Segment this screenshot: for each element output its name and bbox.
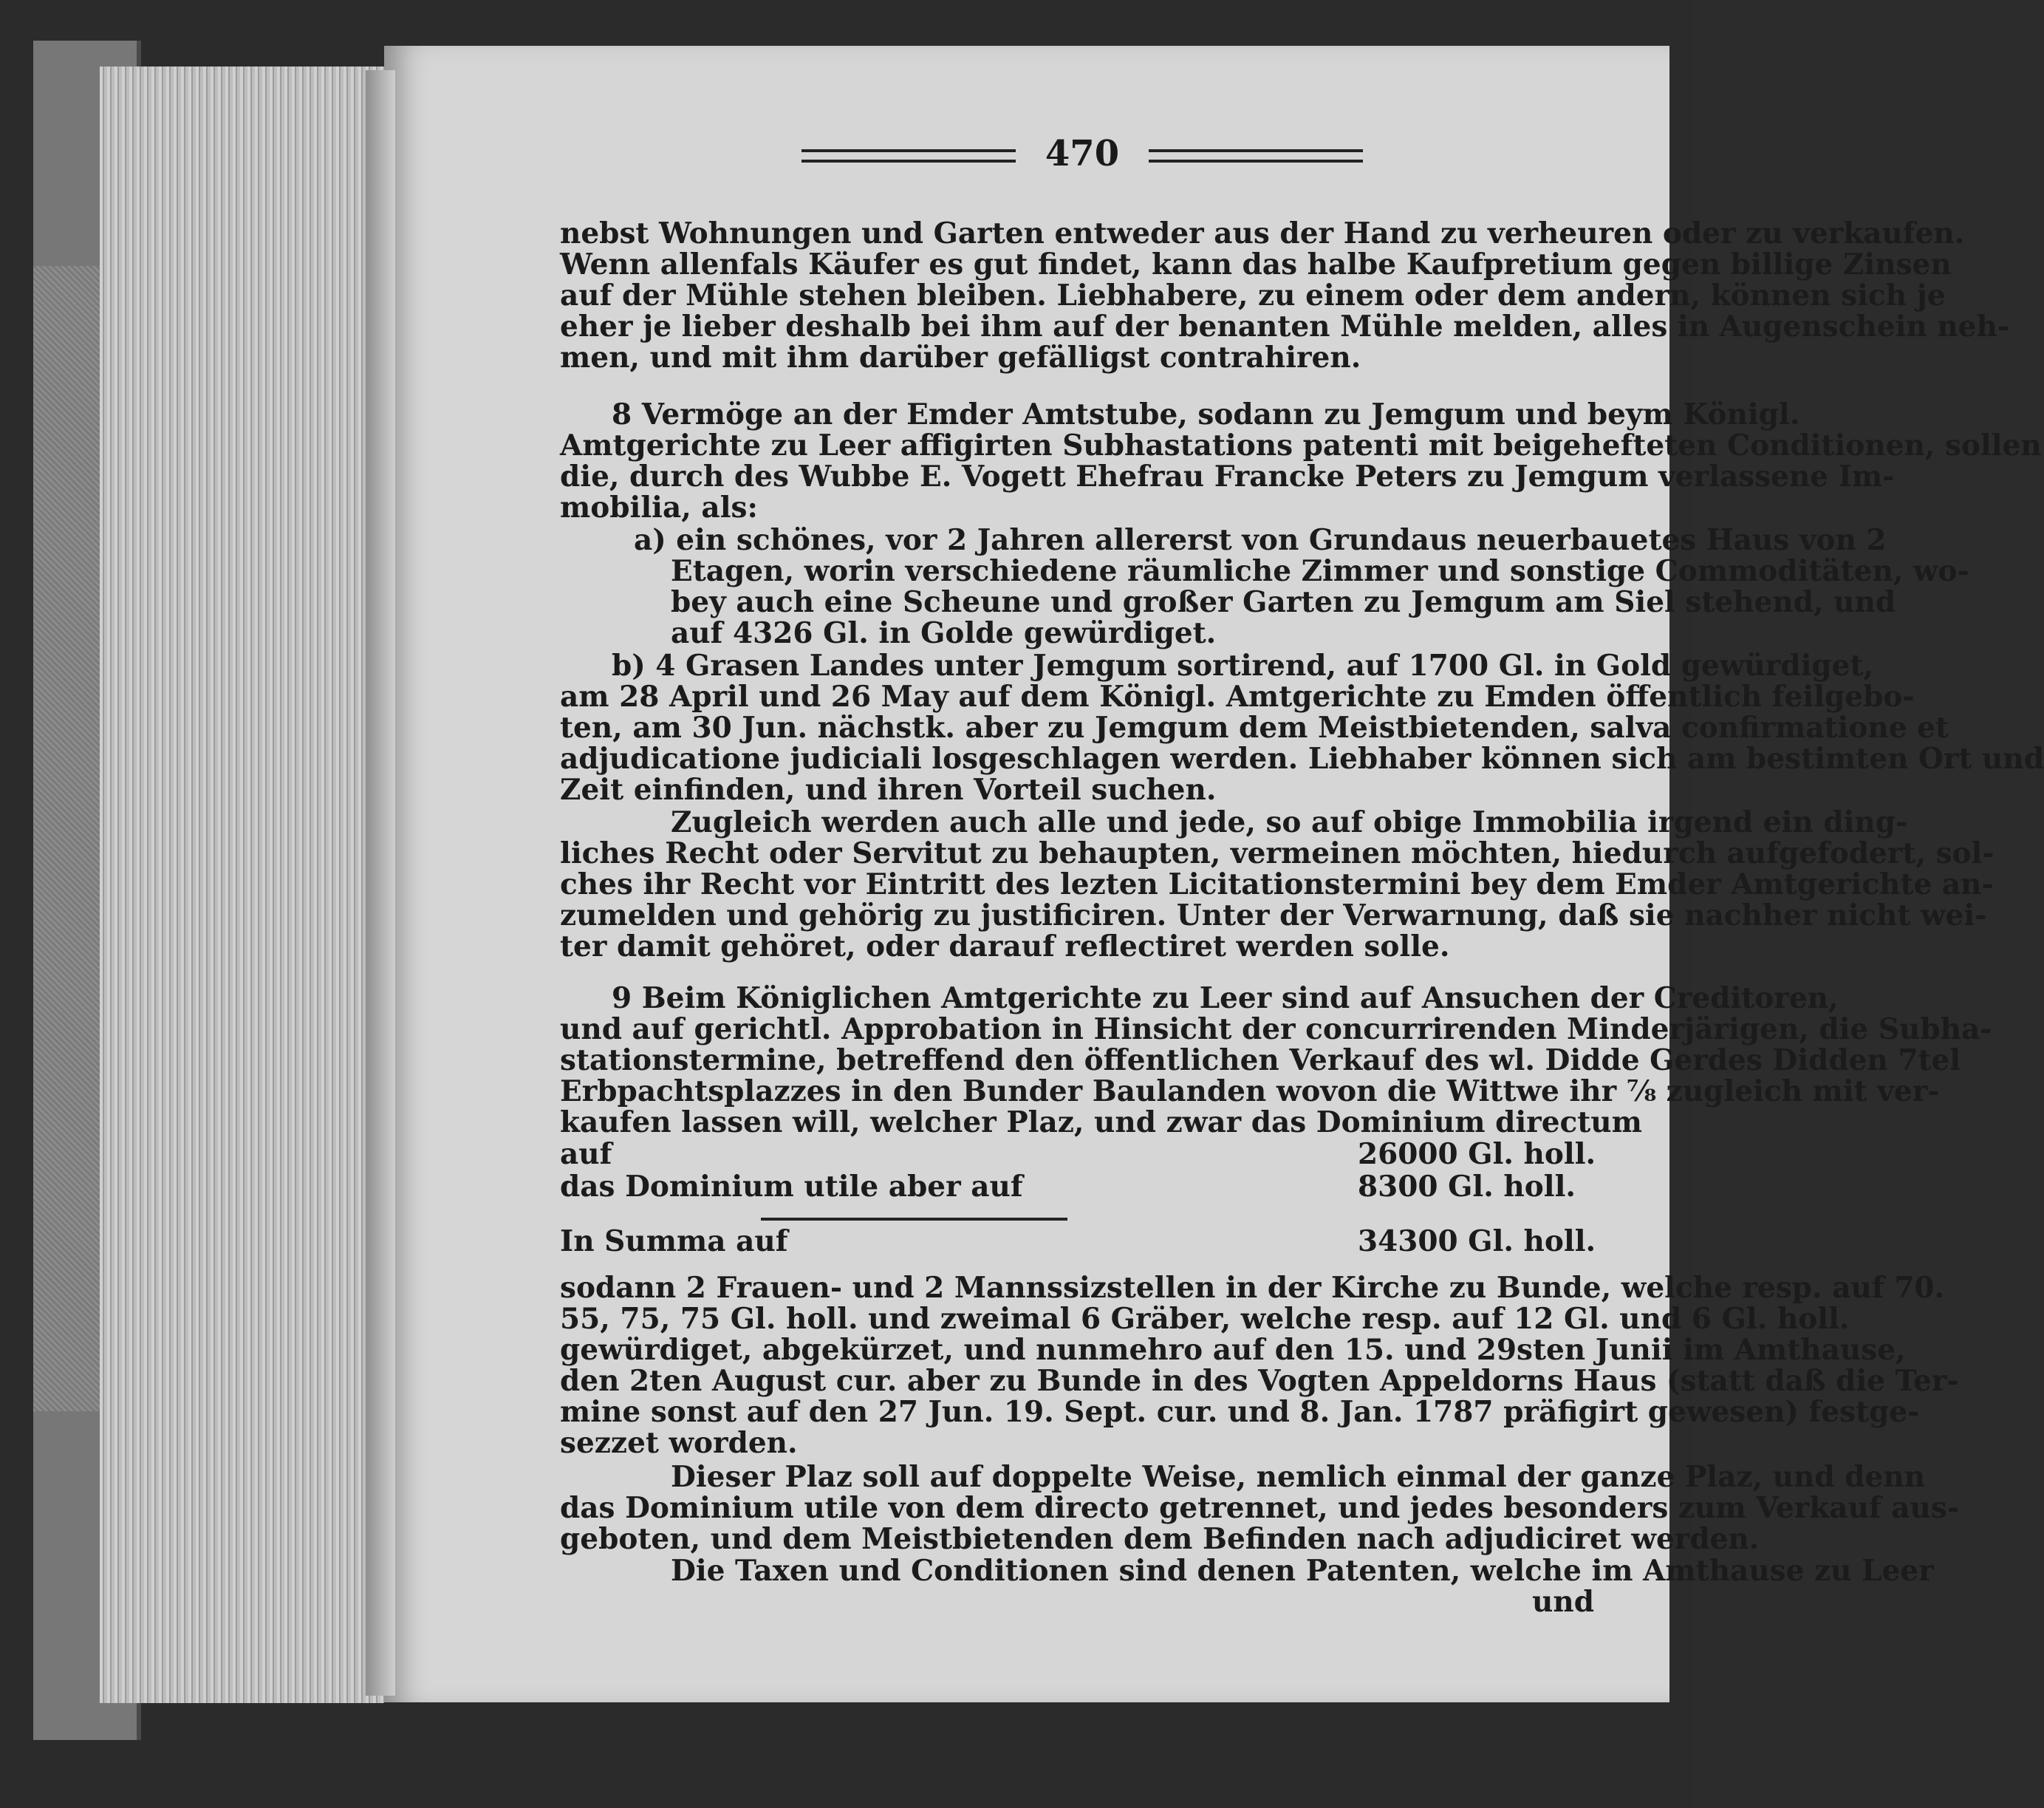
amount-label: In Summa auf [560, 1224, 788, 1258]
text-line: sezzet worden. [560, 1426, 798, 1460]
item-b [560, 649, 2044, 807]
text-line: Etagen, worin verschiedene räumliche Zimmer und sonstige Commoditäten, wo- [671, 554, 1969, 588]
text-line: liches Recht oder Servitut zu behaupten, vermeinen möchten, hiedurch aufgefodert, sol- [560, 836, 1995, 870]
text-line: ches ihr Recht vor Eintritt des lezten Licitationstermini bey dem Emder Amtgerichte an- [560, 867, 1994, 901]
text-line: b) 4 Grasen Landes unter Jemgum sortirend, auf 1700 Gl. in Gold gewürdiget, [612, 649, 1874, 683]
paragraph-top [560, 216, 2010, 375]
text-line: mine sonst auf den 27 Jun. 19. Sept. cur. und 8. Jan. 1787 präfigirt gewesen) festge- [560, 1395, 1920, 1429]
amount-row [560, 1138, 1624, 1170]
text-line: Wenn allenfals Käufer es gut findet, kann das halbe Kaufpretium gegen billige Zinsen [560, 248, 1952, 282]
text-line: adjudicatione judiciali losgeschlagen werden. Liebhaber können sich am bestimten Ort und [560, 742, 2044, 776]
header-rule-right [1149, 149, 1363, 163]
amount-row [560, 1170, 1624, 1203]
text-line: bey auch eine Scheune und großer Garten zu Jemgum am Siel stehend, und [671, 585, 1896, 619]
paragraph-dieser [560, 1460, 1960, 1556]
amount-value: 26000 Gl. holl. [1358, 1137, 1596, 1171]
text-line: Zugleich werden auch alle und jede, so auf obige Immobilia irgend ein ding- [671, 805, 1908, 839]
text-line: am 28 April und 26 May auf dem Königl. Amtgerichte zu Emden öffentlich feilgebo- [560, 680, 1915, 714]
sum-rule [761, 1218, 1067, 1221]
text-line: Zeit einfinden, und ihren Vorteil suchen. [560, 773, 1217, 807]
text-line: nebst Wohnungen und Garten entweder aus der Hand zu verheuren oder zu verkaufen. [560, 216, 1965, 250]
catchword: und [1532, 1585, 1594, 1619]
amount-label: das Dominium utile aber auf [560, 1170, 1023, 1204]
item-a [560, 523, 1969, 650]
text-line: und auf gerichtl. Approbation in Hinsicht der concurrirenden Minderjärigen, die Subha- [560, 1012, 1992, 1046]
text-line: 9 Beim Königlichen Amtgerichte zu Leer sind auf Ansuchen der Creditoren, [612, 981, 1839, 1015]
page-gutter-shadow [366, 70, 395, 1696]
paragraph-taxen [560, 1554, 1934, 1619]
text-line: mobilia, als: [560, 491, 758, 525]
page-edges [100, 66, 384, 1703]
text-line: men, und mit ihm darüber gefälligst contrahiren. [560, 341, 1361, 375]
paragraph-9 [560, 981, 1992, 1139]
text-line: Amtgerichte zu Leer affigirten Subhastations patenti mit beigehefteten Conditionen, sollen [560, 429, 2042, 463]
page-number: 470 [1045, 133, 1120, 174]
amount-total-row [560, 1225, 1624, 1258]
text-line: sodann 2 Frauen- und 2 Mannssizstellen in der Kirche zu Bunde, welche resp. auf 70. [560, 1271, 1945, 1305]
text-line: kaufen lassen will, welcher Plaz, und zwar das Dominium directum [560, 1105, 1642, 1139]
text-line: auf der Mühle stehen bleiben. Liebhabere, zu einem oder dem andern, können sich je [560, 279, 1946, 313]
text-line: stationstermine, betreffend den öffentlichen Verkauf des wl. Didde Gerdes Didden 7tel [560, 1043, 1961, 1077]
text-line: gewürdiget, abgekürzet, und nunmehro auf den 15. und 29sten Junii im Amthause, [560, 1333, 1906, 1367]
text-line: die, durch des Wubbe E. Vogett Ehefrau Francke Peters zu Jemgum verlassene Im- [560, 460, 1895, 494]
text-line: Die Taxen und Conditionen sind denen Patenten, welche im Amthause zu Leer [671, 1554, 1934, 1588]
text-line: ten, am 30 Jun. nächstk. aber zu Jemgum dem Meistbietenden, salva confirmatione et [560, 711, 1949, 745]
text-line: auf 4326 Gl. in Golde gewürdiget. [671, 616, 1217, 650]
amounts-table [560, 1138, 1624, 1258]
text-line: Erbpachtsplazzes in den Bunder Baulanden wovon die Wittwe ihr ⅞ zugleich mit ver- [560, 1074, 1940, 1108]
text-line: geboten, und dem Meistbietenden dem Befinden nach adjudiciret werden. [560, 1522, 1760, 1556]
page-header [801, 132, 1363, 176]
text-line: 8 Vermöge an der Emder Amtstube, sodann zu Jemgum und beym Königl. [612, 398, 1800, 431]
amount-value: 8300 Gl. holl. [1358, 1170, 1576, 1204]
amount-label: auf [560, 1137, 612, 1171]
text-line: eher je lieber deshalb bei ihm auf der benanten Mühle melden, alles in Augenschein neh- [560, 310, 2010, 344]
text-line: den 2ten August cur. aber zu Bunde in des Vogten Appeldorns Haus (statt daß die Ter- [560, 1364, 1959, 1398]
text-line: das Dominium utile von dem directo getrennet, und jedes besonders zum Verkauf aus- [560, 1491, 1960, 1525]
amount-value: 34300 Gl. holl. [1358, 1224, 1596, 1258]
text-line: zumelden und gehörig zu justificiren. Unter der Verwarnung, daß sie nachher nicht wei- [560, 898, 1987, 932]
header-rule-left [801, 149, 1016, 163]
text-line: Dieser Plaz soll auf doppelte Weise, nemlich einmal der ganze Plaz, und denn [671, 1460, 1926, 1494]
paragraph-sodann [560, 1271, 1959, 1460]
paragraph-zugleich [560, 805, 1995, 963]
text-line: 55, 75, 75 Gl. holl. und zweimal 6 Gräber, welche resp. auf 12 Gl. und 6 Gl. holl. [560, 1302, 1850, 1336]
paragraph-8 [560, 398, 2042, 525]
text-line: ter damit gehöret, oder darauf reflectiret werden solle. [560, 929, 1450, 963]
text-line: a) ein schönes, vor 2 Jahren allererst von Grundaus neuerbauetes Haus von 2 [634, 523, 1887, 557]
